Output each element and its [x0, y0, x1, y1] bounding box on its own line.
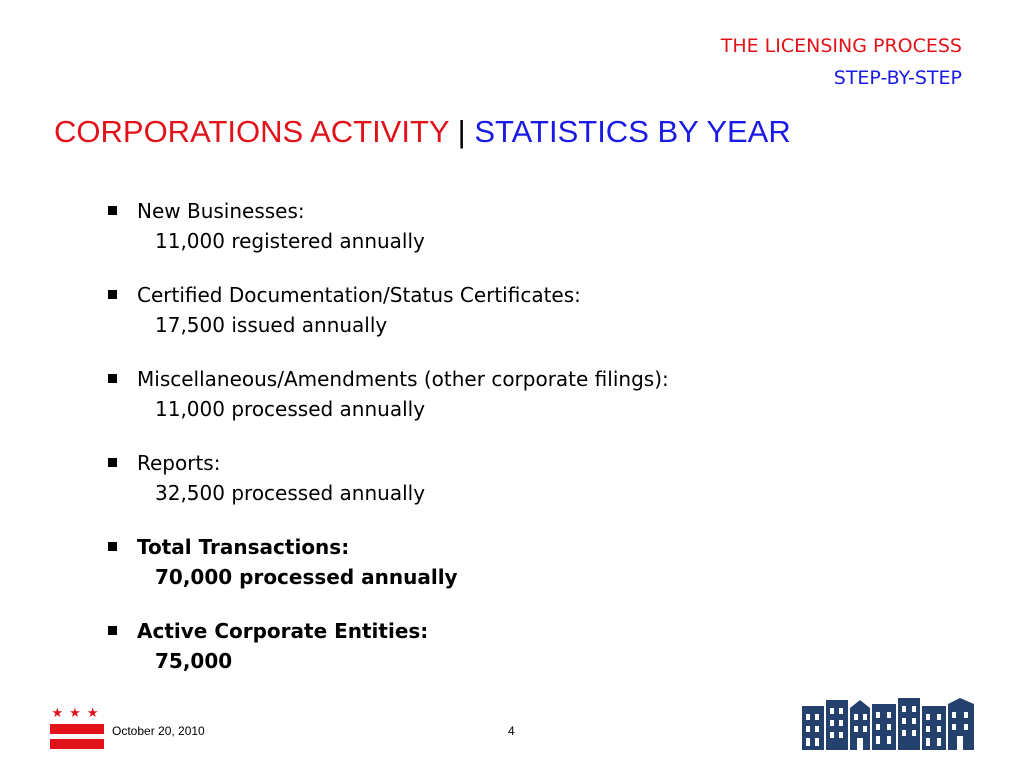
list-item [108, 364, 669, 424]
dc-flag-icon [50, 706, 106, 750]
bullet-label: Active Corporate Entities: [137, 619, 429, 643]
title-part2: STATISTICS BY YEAR [474, 114, 791, 149]
bullet-detail: 70,000 processed annually [155, 565, 458, 589]
flag-stars: ★★★ [51, 705, 105, 720]
square-bullet-icon [108, 626, 117, 635]
flag-stripe-bottom [50, 739, 104, 749]
section-header-line1: THE LICENSING PROCESS [720, 35, 962, 57]
list-item [108, 532, 669, 592]
slide-title [54, 114, 791, 150]
flag-stripe-top [50, 724, 104, 734]
square-bullet-icon [108, 206, 117, 215]
square-bullet-icon [108, 542, 117, 551]
title-separator: | [457, 114, 466, 149]
square-bullet-icon [108, 374, 117, 383]
bullet-label: New Businesses: [137, 199, 305, 223]
list-item [108, 280, 669, 340]
square-bullet-icon [108, 458, 117, 467]
bullet-detail: 32,500 processed annually [155, 481, 426, 505]
square-bullet-icon [108, 290, 117, 299]
bullet-detail: 11,000 processed annually [155, 397, 426, 421]
bullet-label: Certified Documentation/Status Certificates: [137, 283, 581, 307]
statistics-list [108, 196, 669, 700]
footer-date: October 20, 2010 [112, 724, 205, 738]
title-part1: CORPORATIONS ACTIVITY [54, 114, 450, 149]
bullet-detail: 11,000 registered annually [155, 229, 425, 253]
section-header-line2: STEP-BY-STEP [833, 67, 962, 89]
list-item [108, 196, 669, 256]
bullet-label: Miscellaneous/Amendments (other corporate filings): [137, 367, 669, 391]
rowhouses-logo-icon [802, 698, 974, 750]
page-number: 4 [508, 724, 515, 738]
list-item [108, 616, 669, 676]
bullet-label: Total Transactions: [137, 535, 350, 559]
section-header [721, 30, 962, 94]
bullet-label: Reports: [137, 451, 221, 475]
list-item [108, 448, 669, 508]
bullet-detail: 17,500 issued annually [155, 313, 388, 337]
bullet-detail: 75,000 [155, 649, 233, 673]
